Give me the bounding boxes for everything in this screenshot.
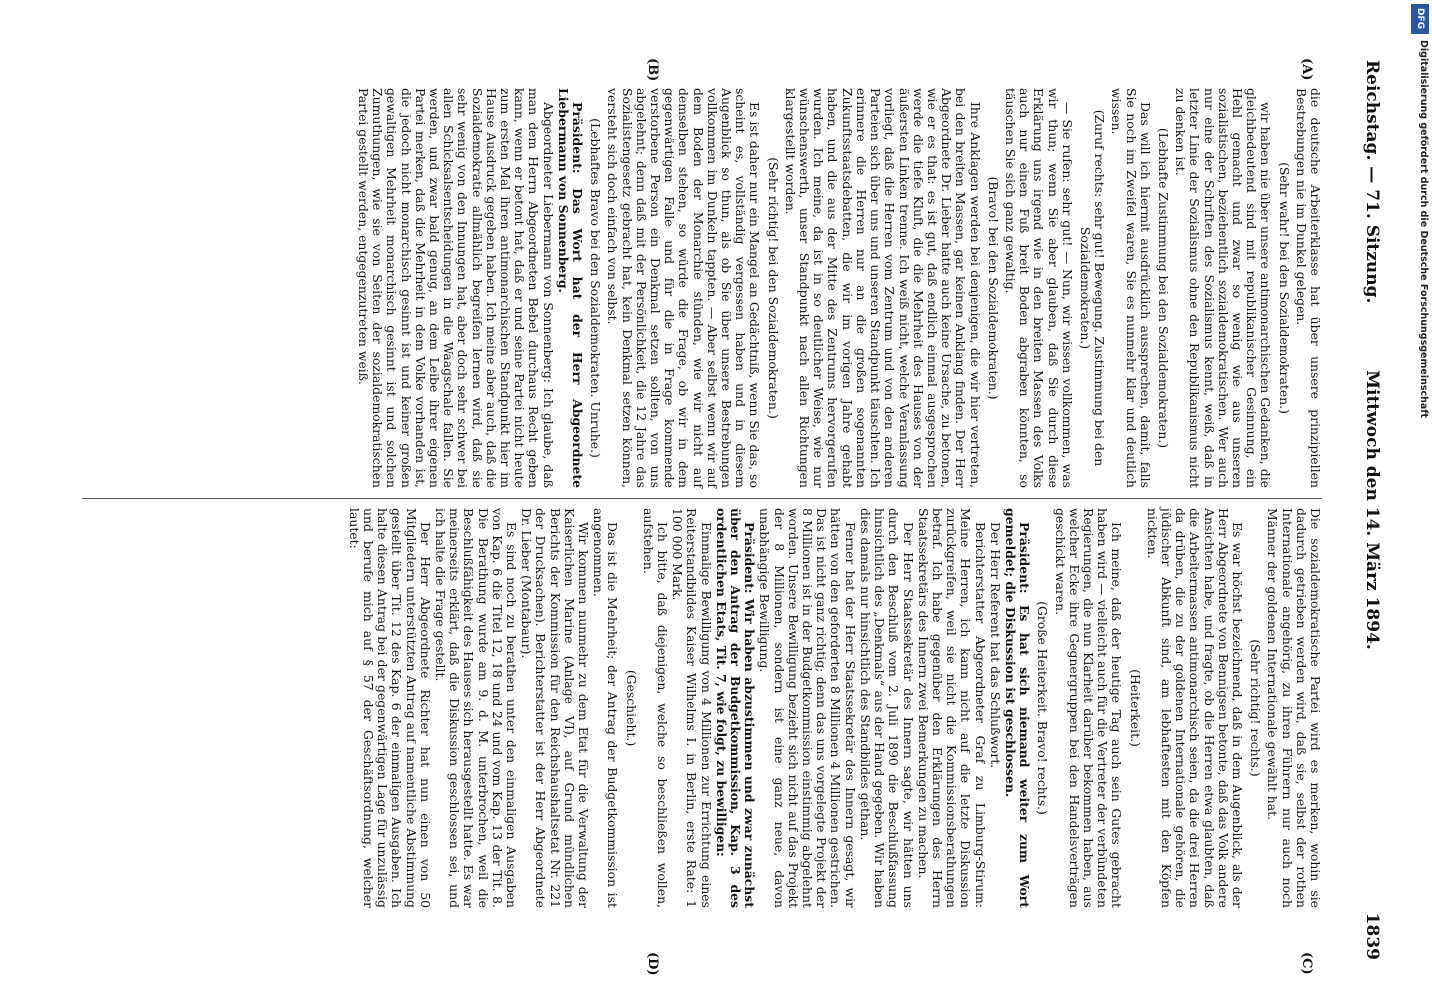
margin-marker-c: (C) (1299, 952, 1314, 975)
text-column-right (346, 508, 1322, 908)
paragraph: Wir kommen nunmehr zu dem Etat für die Verwaltung der Kaiserlichen Marine (Anlage VI), auf Grund mündlichen Berichts der Kommission für den Reichshaushaltsetat Nr. 221 der Drucksachen). Berichterstatter ist der Herr Abgeordnete Dr. Lieber (Montabaur). (519, 508, 592, 908)
dfg-logo: DFG (1411, 4, 1429, 34)
margin-marker-b: (B) (645, 58, 660, 82)
paragraph: Das will ich hiermit ausdrücklich aussprechen, damit, falls Sie noch im Zweifel waren, Sie es nunmehr klar und deutlich wissen. (1109, 88, 1153, 488)
header-left: Reichstag. — 71. Sitzung. (1362, 60, 1382, 304)
paragraph: Es ist daher nur ein Mangel an Gedächtniß, wenn Sie das, so scheint es, vollständig vergessen haben und in diesem Augenblick so thun, als ob Sie über unsere Bestrebungen vollkommen im Dunkeln tappten. — Aber selbst wenn wir auf dem Boden der Monarchie stünden, wie wir nicht auf demselben stehen, so würde die Frage, ob wir in dem gegenwärtigen Falle und für die in Frage kommende verstorbene Person ein Denkmal setzen sollten, von uns abgelehnt; denn daß mit der Persönlichkeit, die 12 Jahre das Sozialistengesetz gebracht hat, kein Denkmal setzen können, versteht sich doch einfach von selbst. (605, 88, 763, 488)
paragraph: Einmalige Bewilligung von 4 Millionen zur Errichtung eines Reiterstandbildes Kaiser Wilhelms I. in Berlin, erste Rate: 1 100 000 Mark. (670, 508, 714, 908)
margin-marker-a: (A) (1299, 58, 1314, 81)
speaker-paragraph: Präsident: Wir haben abzustimmen und zwar zunächst über den Antrag der Budgetkommission, Kap. 3 des ordentlichen Etats, Tit. 7, wie folgt, zu bewilligen: (713, 508, 758, 908)
remark-line: (Große Heiterkeit. Bravo! rechts.) (1035, 601, 1051, 815)
paragraph: Der Herr Staatssekretär des Innern sagte, wir hätten uns durch den Beschluß vom 2. Juli 1890 die Beschlußfassung hinsichtlich des „Denkmals“ aus der Hand gegeben. Wir haben dies damals nur hinsichtlich des Standbildes gethan. (857, 508, 916, 908)
paragraph: die deutsche Arbeiterklasse hat über unsere prinzipiellen Bestrebungen nie im Dunkel gelegen. (1293, 88, 1323, 488)
paragraph: Der Herr Abgeordnete Richter hat nun einen von 50 Mitgliedern unterstützten Antrag auf namentliche Abstimmung gestellt über Tit. 12 des Kap. 6 der einmaligen Ausgaben. Ich halte diesen Antrag bei der gegenwärtigen Lage für unzulässig und berufe mich auf § 57 der Geschäftsordnung, welcher lautet: (346, 508, 433, 908)
remark-line: (Lebhafte Zustimmung bei den Sozialdemokraten.) (1155, 127, 1171, 449)
speaker-paragraph: Präsident: Das Wort hat der Herr Abgeordnete Liebermann von Sonnenberg. (555, 88, 586, 488)
paragraph: Die sozialdemokratische Partei wird es merken, wohin sie dadurch getrieben werden wird, daß sie, selbst der rothen Internationale angehörig, zu ihren Führern nur auch noch Männer der goldenen Internationale gewählt hat. (1265, 508, 1323, 908)
header-date: Mittwoch den 14. März 1894. (1362, 370, 1382, 650)
remark-line: (Zuruf rechts: sehr gut! Bewegung. Zustimmung bei den Sozialdemokraten.) (1077, 109, 1108, 467)
paragraph: Abgeordneter Liebermann von Sonnenberg: Ich glaube, daß man dem Herrn Abgeordneten Bebel durchaus Recht geben kann, wenn er betont hat, daß er und seine Partei nicht heute zum ersten Mal ihren antimonarchischen Standpunkt hier im Hause Ausdruck gegeben haben. Ich meine aber auch, daß die Sozialdemokratie allmählich begreifen lernen wird, daß sie sehr wenig von den Innungen hat, aber doch sehr schwer bei allen Schicksalsentscheidungen in die Waagschale fallen. Sie werden, und zwar bald genug, an dem Leibe ihrer eigenen Partei merken, daß die Mehrheit in dem Volke vorhanden ist, die jedoch nicht monarchisch gesinnt ist und keiner großen gewaltigen Mehrheit monarchisch gesinnt ist und solchen Zumuthungen, wie sie von Seiten der sozialdemokratischen Partei gestellt werden, entgegenzutreten weiß. (356, 88, 556, 488)
paragraph: Das ist die Mehrheit; der Antrag der Budgetkommission ist angenommen. (591, 508, 621, 908)
paragraph: Ich meine, daß der heutige Tag auch sein Gutes gebracht haben wird — vielleicht auch für die Vertreter der verbündeten Regierungen, die nun Klarheit darüber bekommen haben, aus welcher Ecke ihre Gegnergruppen bei den Handelsverträgen geschickt waren. (1052, 508, 1125, 908)
page-number: 1839 (1362, 912, 1382, 960)
paragraph: Ich bitte, daß diejenigen, welche so beschließen wollen, aufstehen. (640, 508, 671, 908)
remark-line: (Sehr richtig! bei den Sozialdemokraten.) (765, 157, 781, 419)
remark-line: (Geschieht.) (623, 669, 639, 747)
paragraph: Ferner hat der Herr Staatssekretär des Innern gesagt, wir hätten von den geforderten 8 Millionen 4 Millionen gestrichen. Das ist nicht ganz richtig; denn das uns vorgelegte Projekt der 8 Millionen ist in der Budgetkommission einstimmig abgelehnt worden. Unsere Bewilligung bezieht sich nicht auf das Projekt der 8 Millionen, sondern ist eine ganz neue, davon unabhängige Bewilligung. (757, 508, 858, 908)
page-header (1348, 40, 1392, 980)
speaker-paragraph: Präsident: Es hat sich niemand weiter zum Wort gemeldet; die Diskussion ist geschlossen. (1002, 508, 1033, 908)
column-divider (82, 498, 1322, 499)
margin-marker-d: (D) (645, 952, 660, 976)
paragraph: Ihre Anklagen werden bei denjenigen, die wir hier vertreten, bei den breiten Massen, gar keinen Anklang finden. Der Herr Abgeordnete Dr. Lieber hatte auch keine Ursache, zu betonen, wie er es that: es ist gut, daß endlich einmal ausgesprochen werde die tiefe Kluft, die die Mehrheit des Hauses von der äußersten Linken trenne. Ich weiß nicht, welche Veranlassung vorliegt, daß die Herren vom Zentrum und von den anderen Parteien sich über uns und unseren Standpunkt täuschten. Ich erinnere die Herren nur an die großen sogenannten Zukunftsstaatsdebatten, die wir im vorigen Jahre gehabt haben, und die aus der Mitte des Zentrums hervorgerufen wurden. Ich meine, da ist in so deutlicher Weise, wie nur wünschenswerth, unser Standpunkt nach allen Richtungen klargestellt worden. (782, 88, 983, 488)
paragraph: Es sind noch zu berathen unter den einmaligen Ausgaben von Kap. 6 die Titel 12, 18 und 24 und vom Kap. 13 der Tit. 8. Die Berathung wurde am 9. d. M. unterbrochen, weil die Beschlußfähigkeit des Hauses sich herausgestellt hatte. Es war meinerseits erklärt, daß die Diskussion geschlossen sei, und ich halte die Frage gestellt. (433, 508, 520, 908)
digitization-note: Digitalisierung gefördert durch die Deutsche Forschungsgemeinschaft (1418, 40, 1429, 418)
remark-line: (Lebhaftes Bravo bei den Sozialdemokraten. Unruhe.) (588, 118, 604, 458)
paragraph: Der Herr Referent hat das Schlußwort. (987, 522, 1003, 769)
paragraph: wir haben nie über unsere antimonarchischen Gedanken, die gleichbedeutend sind mit republikanischer Gesinnung, ein Hehl gemacht und zwar so wenig wie aus unseren sozialistischen, beziehentlich sozialdemokratischen. Wer auch nur eine der Schriften des Sozialismus kennt, weiß, daß in letzter Linie der Sozialismus ohne den Republikanismus nicht zu denken ist. (1173, 88, 1274, 488)
paragraph: — Sie rufen: sehr gut! — Nun, wir wissen vollkommen, was wir thun; wenn Sie aber glauben, daß Sie durch diese Erklärung uns irgend wie in den breiten Massen des Volks auch nur einen Fuß breit Boden abgraben könnten, so täuschen Sie sich ganz gewaltig. (1002, 88, 1075, 488)
remark-line: (Bravo! bei den Sozialdemokraten.) (985, 176, 1001, 400)
remark-line: (Sehr richtig! rechts.) (1248, 639, 1264, 777)
remark-line: (Sehr wahr! bei den Sozialdemokraten.) (1276, 162, 1292, 414)
text-column-left (355, 88, 1322, 488)
paragraph: Berichterstatter Abgeordneter Graf zu Limburg-Stirum: Meine Herren, ich kann nicht auf die letzte Diskussion zurückgreifen, weil sie nicht die Kommissionsberathungen betraf. Ich habe gegenüber den Erklärungen des Herrn Staatssekretärs des Innern zwei Bemerkungen zu machen. (915, 508, 988, 908)
paragraph: Es war höchst bezeichnend, daß in dem Augenblick, als der Herr Abgeordnete von Bennigsen betonte, daß das Volk andere Ansichten habe, und fragte, ob die Herren etwa glaubten, daß die Arbeitermassen antimonarchisch seien, da die drei Herren da drüben, die zu der goldenen Internationale gehören, die jüdischer Abkunft sind, am lebhaftesten mit den Köpfen nickten. (1144, 508, 1245, 908)
remark-line: (Heiterkeit.) (1127, 669, 1143, 747)
